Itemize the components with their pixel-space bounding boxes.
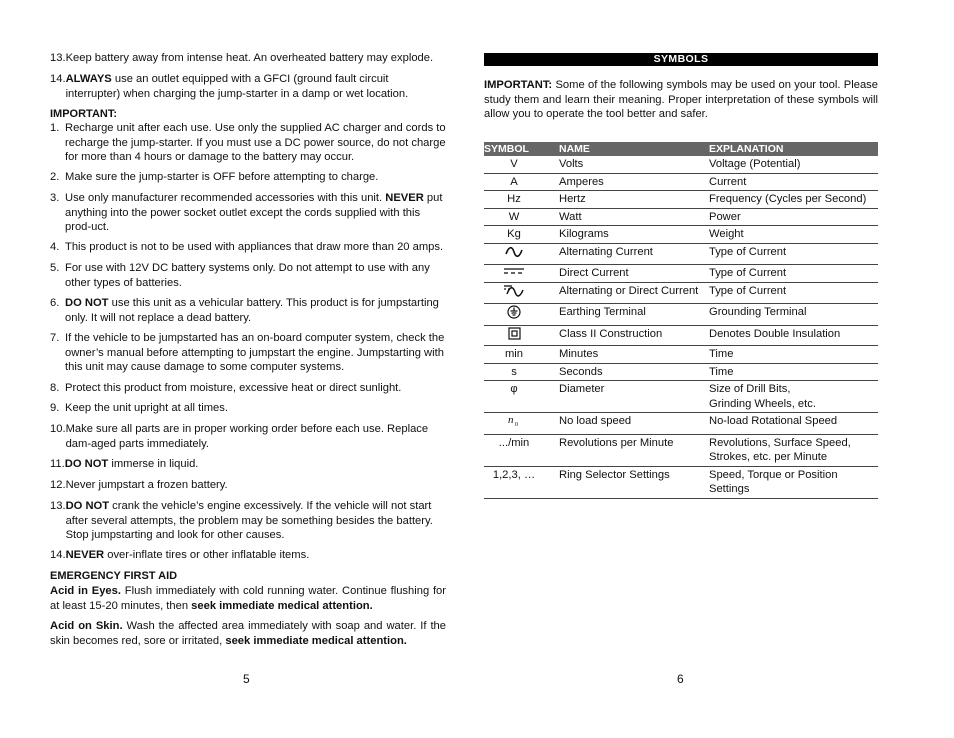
symbol-cell: A <box>484 173 544 191</box>
important-item: 12. Never jumpstart a frozen battery. <box>50 479 228 491</box>
explanation-cell <box>709 346 878 364</box>
important-item: 13. DO NOT crank the vehicle’s engine excessively. If the vehicle will not start after several attempts, the problem may be something besides the battery. Stop jumpstarting and look for other causes. <box>50 500 433 541</box>
explanation-line: Voltage (Potential) <box>709 158 801 170</box>
important-heading: IMPORTANT: <box>50 108 118 120</box>
first-aid-heading: EMERGENCY FIRST AID <box>50 570 178 582</box>
name-cell: Diameter <box>544 381 709 413</box>
name-cell: Volts <box>544 156 709 173</box>
table-row <box>484 466 878 498</box>
symbol-cell <box>484 325 544 346</box>
table-row <box>484 226 878 244</box>
name-cell: Watt <box>544 208 709 226</box>
explanation-line: Grinding Wheels, etc. <box>709 397 816 410</box>
ac-current-icon <box>504 245 524 264</box>
explanation-cell <box>709 282 878 304</box>
explanation-line: Denotes Double Insulation <box>709 327 841 340</box>
important-item: 8. Protect this product from moisture, excessive heat or direct sunlight. <box>50 382 402 394</box>
warning-item: 13. Keep battery away from intense heat. An overheated battery may explode. <box>50 52 434 64</box>
important-item: 9. Keep the unit upright at all times. <box>50 402 228 414</box>
explanation-cell <box>709 173 878 191</box>
explanation-cell <box>709 413 878 435</box>
table-row <box>484 208 878 226</box>
column-header: NAME <box>544 142 709 156</box>
important-item: 14. NEVER over-inflate tires or other inflatable items. <box>50 549 310 561</box>
symbol-cell: s <box>484 363 544 381</box>
acid-eyes-paragraph: Acid in Eyes. Flush immediately with cold running water. Continue flushing for at least 15-20 minutes, then seek immediate medical attention. <box>50 585 446 612</box>
svg-text:0: 0 <box>515 422 518 429</box>
symbols-table <box>484 142 878 499</box>
symbol-cell: Hz <box>484 191 544 209</box>
explanation-line: Weight <box>709 228 744 240</box>
name-cell: Earthing Terminal <box>544 304 709 326</box>
explanation-line: Type of Current <box>709 245 787 258</box>
symbol-cell: W <box>484 208 544 226</box>
symbol-cell <box>484 413 544 435</box>
important-item: 1. Recharge unit after each use. Use only the supplied AC charger and cords to recharge the jump-starter. If you must use a DC power source, do not charge for more than 4 hours or damage to the battery may occur. <box>50 122 446 163</box>
table-row <box>484 325 878 346</box>
warning-item: 14. ALWAYS use an outlet equipped with a GFCI (ground fault circuit interrupter) when charging the jump-starter in a damp or wet location. <box>50 73 409 100</box>
symbol-cell <box>484 282 544 304</box>
name-cell: Direct Current <box>544 265 709 283</box>
table-row <box>484 346 878 364</box>
class-ii-construction-icon <box>508 327 521 345</box>
important-item: 11. DO NOT immerse in liquid. <box>50 458 199 470</box>
explanation-line: Time <box>709 365 734 378</box>
explanation-cell <box>709 191 878 209</box>
explanation-line: Current <box>709 175 747 188</box>
symbol-cell <box>484 265 544 283</box>
important-item: 5. For use with 12V DC battery systems only. Do not attempt to use with any other types of batteries. <box>50 262 430 289</box>
explanation-cell <box>709 381 878 413</box>
explanation-cell <box>709 156 878 173</box>
table-row <box>484 304 878 326</box>
table-row <box>484 434 878 466</box>
explanation-line: Speed, Torque or Position Settings <box>709 468 838 496</box>
dc-current-icon <box>503 266 525 281</box>
symbol-cell <box>484 304 544 326</box>
table-row <box>484 243 878 265</box>
acid-skin-paragraph: Acid on Skin. Wash the affected area immediately with soap and water. If the skin becomes red, sore or irritated, seek immediate medical attention. <box>50 620 446 647</box>
column-header: EXPLANATION <box>709 142 878 156</box>
name-cell: Minutes <box>544 346 709 364</box>
no-load-speed-icon <box>507 414 521 433</box>
column-header: SYMBOL <box>484 142 544 156</box>
table-row <box>484 381 878 413</box>
important-item: 2. Make sure the jump-starter is OFF before attempting to charge. <box>50 171 379 183</box>
svg-text:n: n <box>508 414 514 427</box>
name-cell: Seconds <box>544 363 709 381</box>
ac-dc-current-icon <box>503 284 525 303</box>
explanation-line: Type of Current <box>709 284 787 297</box>
important-item: 6. DO NOT use this unit as a vehicular battery. This product is for jumpstarting only. It will not replace a dead battery. <box>50 297 439 324</box>
table-row <box>484 156 878 173</box>
explanation-cell <box>709 466 878 498</box>
explanation-cell <box>709 363 878 381</box>
important-item: 7. If the vehicle to be jumpstarted has an on-board computer system, check the owner’s manual before attempting to jumpstart the engine. Jumpstarting with this unit may cause damage to some computer systems. <box>50 332 445 373</box>
symbol-cell: Kg <box>484 226 544 244</box>
intro-paragraph: IMPORTANT: Some of the following symbols may be used on your tool. Please study them and learn their meaning. Proper interpretation of these symbols will allow you to operate the tool better and safer. <box>484 79 878 120</box>
important-item: 10. Make sure all parts are in proper working order before each use. Replace dam-aged parts immediately. <box>50 423 429 450</box>
important-item: 3. Use only manufacturer recommended accessories with this unit. NEVER put anything into the power socket outlet except the cords supplied with this prod-uct. <box>50 192 443 233</box>
name-cell: Ring Selector Settings <box>544 466 709 498</box>
page-number: 5 <box>243 672 250 686</box>
explanation-cell <box>709 243 878 265</box>
explanation-cell <box>709 304 878 326</box>
symbol-cell <box>484 243 544 265</box>
symbol-cell: φ <box>484 381 544 413</box>
name-cell: Revolutions per Minute <box>544 434 709 466</box>
symbol-cell: .../min <box>484 434 544 466</box>
symbol-cell: 1,2,3, … <box>484 466 544 498</box>
table-row <box>484 363 878 381</box>
name-cell: Alternating Current <box>544 243 709 265</box>
explanation-line: Size of Drill Bits, <box>709 383 791 396</box>
explanation-line: Type of Current <box>709 267 787 279</box>
name-cell: No load speed <box>544 413 709 435</box>
explanation-line: Revolutions, Surface Speed, <box>709 436 851 449</box>
table-header-row <box>484 142 878 156</box>
table-row <box>484 413 878 435</box>
table-row <box>484 191 878 209</box>
explanation-line: Time <box>709 348 734 361</box>
name-cell: Alternating or Direct Current <box>544 282 709 304</box>
name-cell: Kilograms <box>544 226 709 244</box>
explanation-cell <box>709 325 878 346</box>
earthing-terminal-icon <box>507 305 521 324</box>
table-row <box>484 282 878 304</box>
page-number: 6 <box>677 672 684 686</box>
explanation-line: No-load Rotational Speed <box>709 415 838 428</box>
name-cell: Class II Construction <box>544 325 709 346</box>
important-item: 4. This product is not to be used with appliances that draw more than 20 amps. <box>50 241 444 253</box>
name-cell: Hertz <box>544 191 709 209</box>
symbols-banner: SYMBOLS <box>484 53 878 66</box>
symbol-cell: min <box>484 346 544 364</box>
symbol-cell: V <box>484 156 544 173</box>
name-cell: Amperes <box>544 173 709 191</box>
explanation-cell <box>709 434 878 466</box>
explanation-line: Grounding Terminal <box>709 306 807 319</box>
explanation-line: Strokes, etc. per Minute <box>709 451 828 464</box>
explanation-cell <box>709 226 878 244</box>
explanation-cell <box>709 208 878 226</box>
table-row <box>484 265 878 283</box>
explanation-line: Power <box>709 210 741 223</box>
explanation-line: Frequency (Cycles per Second) <box>709 193 867 205</box>
table-row <box>484 173 878 191</box>
explanation-cell <box>709 265 878 283</box>
